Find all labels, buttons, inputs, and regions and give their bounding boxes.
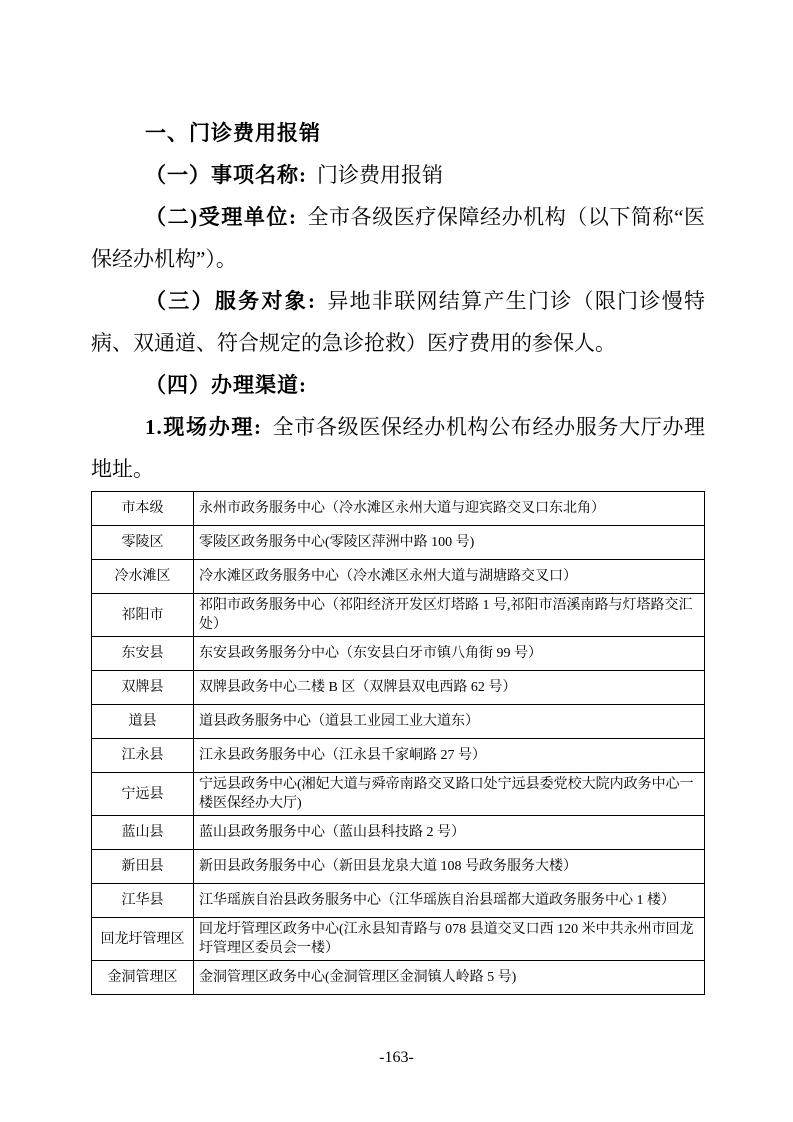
paragraph-label: （二)受理单位:: [145, 205, 297, 229]
document-content: [91, 112, 705, 995]
address-cell: 祁阳市政务服务中心（祁阳经济开发区灯塔路 1 号,祁阳市浯溪南路与灯塔路交汇处）: [194, 594, 705, 637]
table-row: [92, 705, 705, 739]
paragraph-text: 异地非联网结算产生门诊（限门诊慢特病、双通道、符合规定的急诊抢救）医疗费用的参保人。: [91, 289, 706, 355]
page-number: -163-: [379, 1049, 414, 1066]
table-row: [92, 637, 705, 671]
address-cell: 永州市政务服务中心（冷水滩区永州大道与迎宾路交叉口东北角）: [194, 492, 705, 526]
region-cell: 冷水滩区: [92, 560, 194, 594]
paragraph-onsite-handling: [91, 406, 705, 490]
address-cell: 双牌县政务中心二楼 B 区（双牌县双电西路 62 号）: [194, 671, 705, 705]
table-row: [92, 850, 705, 884]
office-address-table: [91, 491, 705, 995]
paragraph-service-target: [91, 280, 705, 364]
region-cell: 道县: [92, 705, 194, 739]
table-row: [92, 739, 705, 773]
paragraph-label: （三）服务对象:: [145, 289, 317, 313]
paragraph-text: 全市各级医疗保障经办机构（以下简称“医保经办机构”）。: [91, 205, 705, 271]
region-cell: 回龙圩管理区: [92, 918, 194, 961]
table-row: [92, 961, 705, 995]
address-cell: 江永县政务服务中心（江永县千家峒路 27 号）: [194, 739, 705, 773]
region-cell: 祁阳市: [92, 594, 194, 637]
table-row: [92, 526, 705, 560]
table-row: [92, 560, 705, 594]
table-row: [92, 773, 705, 816]
region-cell: 江华县: [92, 884, 194, 918]
region-cell: 江永县: [92, 739, 194, 773]
address-cell: 东安县政务服务分中心（东安县白牙市镇八角街 99 号）: [194, 637, 705, 671]
region-cell: 零陵区: [92, 526, 194, 560]
paragraph-label: 1.现场办理:: [145, 415, 262, 439]
page-title: 一、门诊费用报销: [145, 121, 321, 145]
address-cell: 零陵区政务服务中心(零陵区萍洲中路 100 号): [194, 526, 705, 560]
region-cell: 双牌县: [92, 671, 194, 705]
address-cell: 江华瑶族自治县政务服务中心（江华瑶族自治县瑶都大道政务服务中心 1 楼）: [194, 884, 705, 918]
paragraph-accepting-unit: [91, 196, 705, 280]
table-row: [92, 671, 705, 705]
address-cell: 新田县政务服务中心（新田县龙泉大道 108 号政务服务大楼）: [194, 850, 705, 884]
address-cell: 回龙圩管理区政务中心(江永县知青路与 078 县道交叉口西 120 米中共永州市回龙圩管理区委员会一楼）: [194, 918, 705, 961]
paragraph-label: （一）事项名称:: [145, 163, 307, 187]
region-cell: 新田县: [92, 850, 194, 884]
region-cell: 东安县: [92, 637, 194, 671]
paragraph-item-name: [91, 154, 705, 196]
table-row: [92, 816, 705, 850]
paragraph-text: 门诊费用报销: [317, 163, 443, 187]
table-row: [92, 594, 705, 637]
region-cell: 市本级: [92, 492, 194, 526]
address-cell: 道县政务服务中心（道县工业园工业大道东）: [194, 705, 705, 739]
region-cell: 蓝山县: [92, 816, 194, 850]
paragraph-text: 全市各级医保经办机构公布经办服务大厅办理地址。: [91, 415, 705, 481]
table-row: [92, 918, 705, 961]
paragraph-channels: [91, 364, 705, 406]
address-cell: 宁远县政务中心(湘妃大道与舜帝南路交叉路口处宁远县委党校大院内政务中心一楼医保经办大厅): [194, 773, 705, 816]
table-row: [92, 492, 705, 526]
region-cell: 金洞管理区: [92, 961, 194, 995]
address-cell: 金洞管理区政务中心(金洞管理区金洞镇人岭路 5 号): [194, 961, 705, 995]
table-row: [92, 884, 705, 918]
address-cell: 冷水滩区政务服务中心（冷水滩区永州大道与湖塘路交叉口）: [194, 560, 705, 594]
address-cell: 蓝山县政务服务中心（蓝山县科技路 2 号）: [194, 816, 705, 850]
paragraph-label: （四）办理渠道:: [145, 373, 307, 397]
region-cell: 宁远县: [92, 773, 194, 816]
